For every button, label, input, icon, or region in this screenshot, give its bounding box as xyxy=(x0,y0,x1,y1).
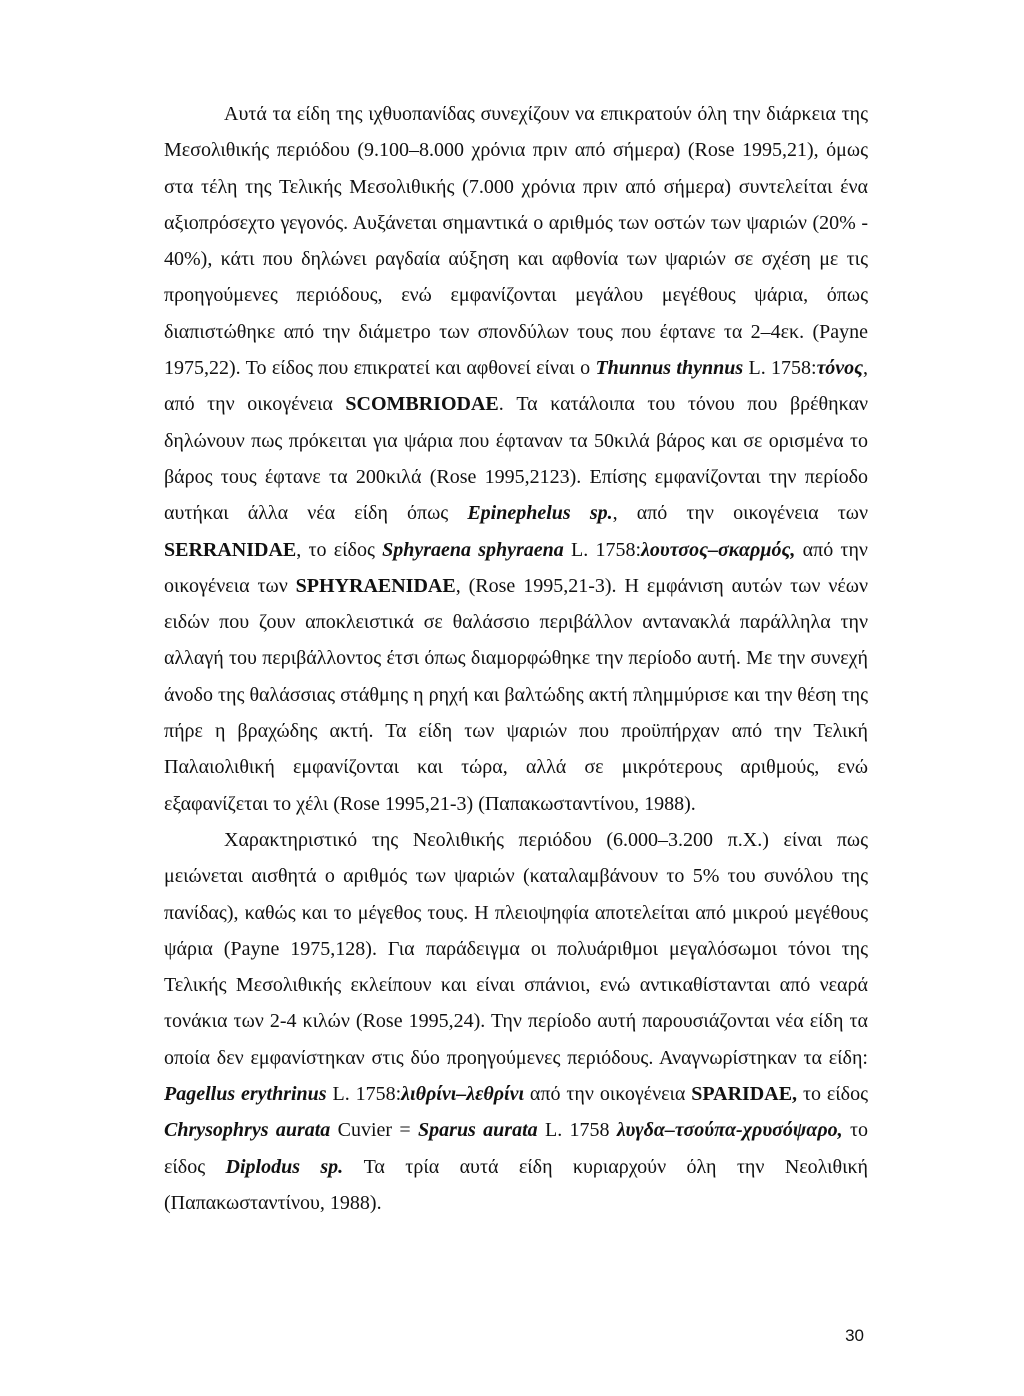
text-run: Χαρακτηριστικό της Νεολιθικής περιόδου (6.000–3.200 π.Χ.) είναι πως μειώνεται αισθητά ο αριθμός των ψαριών (καταλαμβάνουν το 5% του συνόλου της πανίδας), καθώς και το μέγεθος τους. Η πλειοψηφία αποτελείται από μικρού μεγέθους ψάρια (Payne 1975,128). Για παράδειγμα οι πολυάριθμοι μεγαλόσωμοι τόνοι της Τελικής Μεσολιθικής εκλείπουν και είναι σπάνιοι, ενώ αντικαθίστανται από νεαρά τονάκια των 2-4 κιλών (Rose 1995,24). Την περίοδο αυτή παρουσιάζονται νέα είδη τα οποία δεν εμφανίστηκαν στις δύο προηγούμενες περιόδους. Αναγνωρίστηκαν τα είδη: xyxy=(164,828,868,1069)
greek-common-name: λιθρίνι–λεθρίνι xyxy=(401,1083,525,1106)
page-number: 30 xyxy=(845,1326,864,1345)
text-run: , το είδος xyxy=(296,538,383,561)
species-name: Diplodus sp. xyxy=(225,1155,344,1178)
text-run: L. 1758 xyxy=(537,1119,617,1142)
family-name: SERRANIDAE xyxy=(164,538,297,561)
paragraph-mesolithic xyxy=(164,96,868,822)
family-name: SPHYRAENIDAE xyxy=(295,574,456,597)
species-name: Chrysophrys aurata xyxy=(164,1119,331,1142)
text-run: , από την οικογένεια xyxy=(164,357,868,416)
greek-common-name: λυγδα–τσούπα-χρυσόψαρο, xyxy=(616,1119,843,1142)
text-run: το είδος xyxy=(164,1119,869,1178)
text-run: Τα τρία αυτά είδη κυριαρχούν όλη την Νεολιθική (Παπακωσταντίνου, 1988). xyxy=(164,1155,869,1214)
text-run: Αυτά τα είδη της ιχθυοπανίδας συνεχίζουν να επικρατούν όλη την διάρκεια της Μεσολιθικής περιόδου (9.100–8.000 χρόνια πριν από σήμερα) (Rose 1995,21), όμως στα τέλη της Τελικής Μεσολιθικής (7.000 χρόνια πριν από σήμερα) συντελείται ένα αξιοπρόσεχτο γεγονός. Αυξάνεται σημαντικά ο αριθμός των οστών των ψαριών (20% - 40%), κάτι που δηλώνει ραγδαία αύξηση και αφθονία των ψαριών σε σχέση με τις προηγούμενες περιόδους, ενώ εμφανίζονται μεγάλου μεγέθους ψάρια, όπως διαπιστώθηκε από την διάμετρο των σπονδύλων τους που έφτανε τα 2–4εκ. (Payne 1975,22). Το είδος που επικρατεί και αφθονεί είναι ο xyxy=(164,103,868,380)
text-run: . Τα κατάλοιπα του τόνου που βρέθηκαν δηλώνουν πως πρόκειται για ψάρια που έφταναν τα 50κιλά βάρος και σε ορισμένα το βάρος τους έφτανε τα 200κιλά (Rose 1995,2123). Επίσης εμφανίζονται την περίοδο αυτήκαι άλλα νέα είδη όπως xyxy=(164,393,868,525)
species-name: Sparus aurata xyxy=(418,1119,538,1142)
paragraph-neolithic xyxy=(164,822,868,1221)
greek-common-name: λουτσος–σκαρμός, xyxy=(641,538,796,561)
text-run: Cuvier = xyxy=(330,1119,419,1142)
text-run: L. 1758: xyxy=(743,357,817,380)
family-name: SPARIDAE, xyxy=(691,1083,798,1106)
greek-common-name: τόνος xyxy=(816,357,863,380)
text-run: από την οικογένεια των xyxy=(164,538,868,597)
text-run: το είδος xyxy=(797,1083,868,1106)
text-run: , από την οικογένεια των xyxy=(612,502,868,525)
text-run: από την οικογένεια xyxy=(524,1083,692,1106)
body-text xyxy=(164,96,868,1221)
text-run: L. 1758: xyxy=(326,1083,402,1106)
family-name: SCOMBRIODAE xyxy=(345,393,499,416)
species-name: Pagellus erythrinus xyxy=(164,1083,327,1106)
species-name: Sphyraena sphyraena xyxy=(382,538,564,561)
text-run: L. 1758: xyxy=(563,538,642,561)
text-run: , (Rose 1995,21-3). Η εμφάνιση αυτών των νέων ειδών που ζουν αποκλειστικά σε θαλάσσιο περιβάλλον αντανακλά παράλληλα την αλλαγή του περιβάλλοντος έτσι όπως διαμορφώθηκε την περίοδο αυτή. Με την συνεχή άνοδο της θαλάσσιας στάθμης η ρηχή και βαλτώδης ακτή πλημμύρισε και την θέση της πήρε η βραχώδης ακτή. Τα είδη των ψαριών που προϋπήρχαν από την Τελική Παλαιολιθική εμφανίζονται και τώρα, αλλά σε μικρότερους αριθμούς, ενώ εξαφανίζεται το χέλι (Rose 1995,21-3) (Παπακωσταντίνου, 1988). xyxy=(164,574,868,815)
species-name: Epinephelus sp. xyxy=(467,502,613,525)
species-name: Thunnus thynnus xyxy=(595,357,744,380)
